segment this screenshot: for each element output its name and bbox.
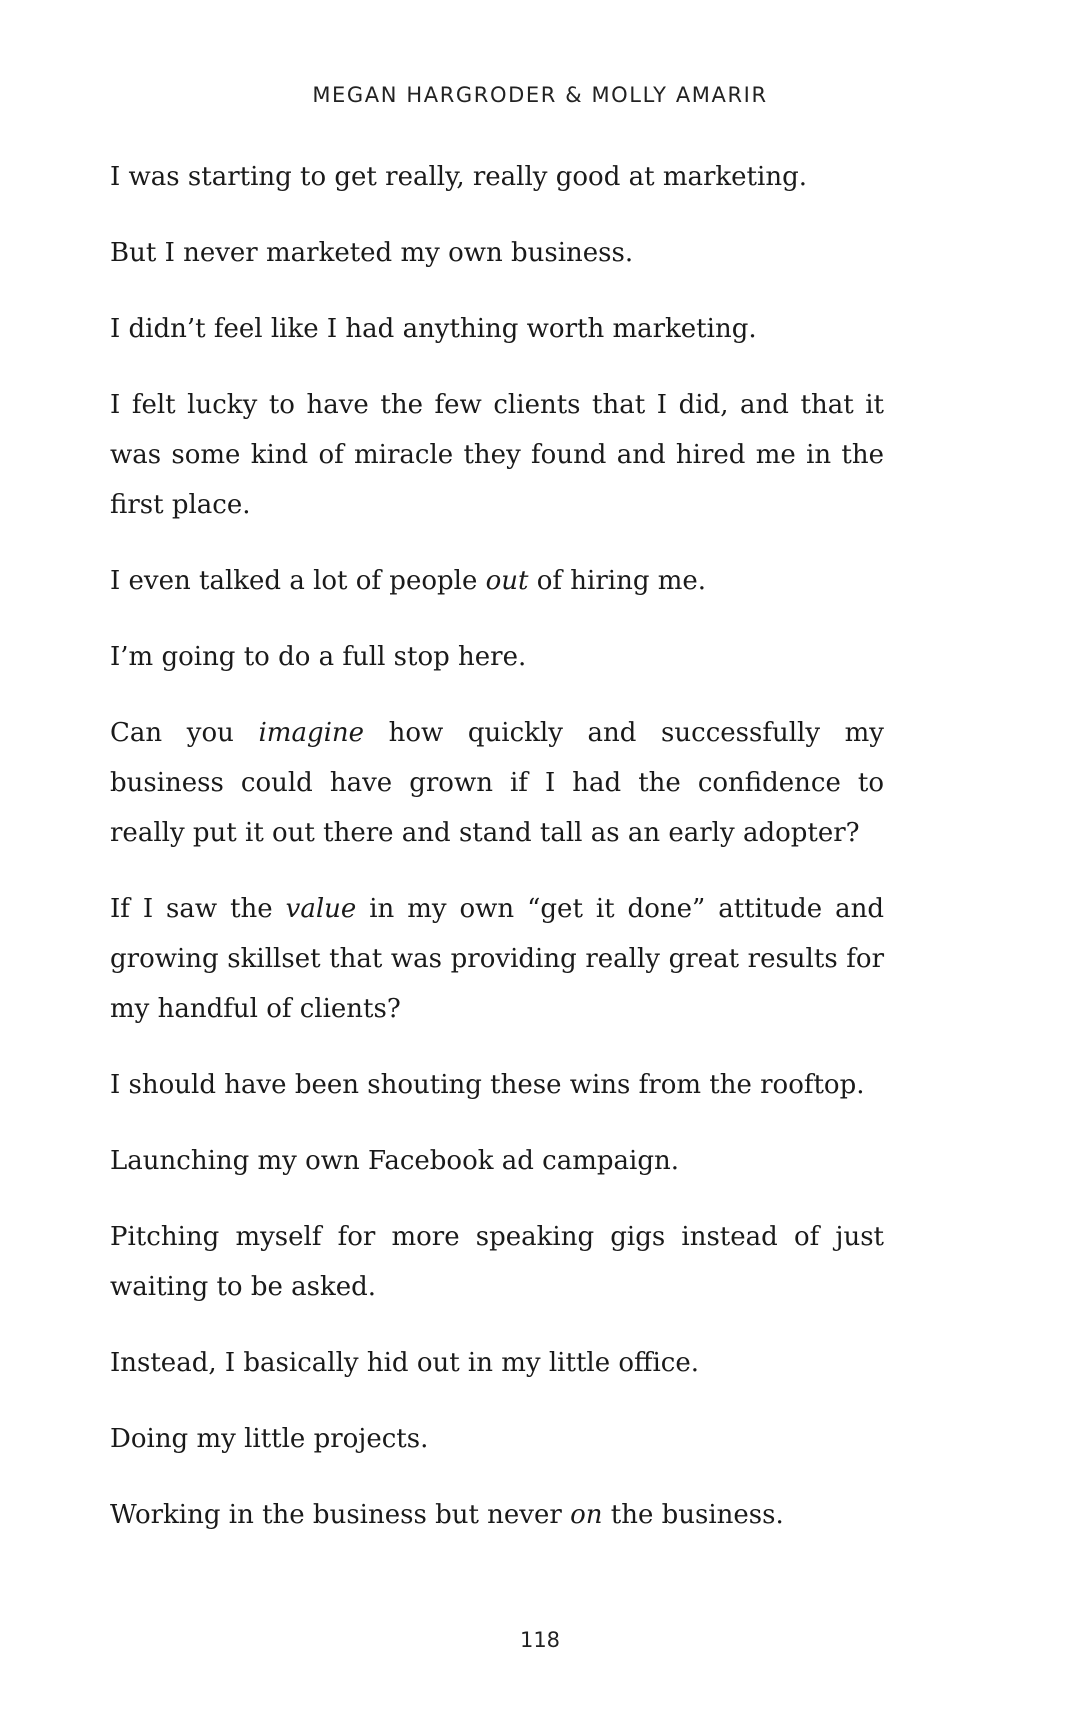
paragraph-text: Can you [110,718,259,748]
paragraph-13 [110,1414,884,1464]
paragraph-8 [110,884,884,1034]
paragraph-text: If I saw the [110,894,286,924]
running-head: MEGAN HARGRODER & MOLLY AMARIR [312,83,768,107]
paragraph-1 [110,152,884,202]
paragraph-text: in my own “get it done” attitude and growing skillset that was providing really great results for my handful of clients? [110,894,884,1024]
paragraph-text: I even talked a lot of people [110,566,486,596]
paragraph-14 [110,1490,884,1540]
paragraph-text: how quickly and successfully my business could have grown if I had the confidence to really put it out there and stand tall as an early adopter? [110,718,884,848]
emphasis-text: on [570,1500,603,1530]
paragraph-2 [110,228,884,278]
paragraph-text: Launching my own Facebook ad campaign. [110,1146,679,1176]
paragraph-text: But I never marketed my own business. [110,238,634,268]
paragraph-text: I didn’t feel like I had anything worth marketing. [110,314,757,344]
paragraph-text: Instead, I basically hid out in my little office. [110,1348,700,1378]
paragraph-7 [110,708,884,858]
paragraph-4 [110,380,884,530]
emphasis-text: out [485,566,529,596]
paragraph-text: I felt lucky to have the few clients that I did, and that it was some kind of miracle they found and hired me in the first place. [110,390,884,520]
paragraph-text: Doing my little projects. [110,1424,429,1454]
paragraph-text: Pitching myself for more speaking gigs instead of just waiting to be asked. [110,1222,884,1302]
page-number: 118 [519,1628,561,1652]
paragraph-11 [110,1212,884,1312]
paragraph-text: I should have been shouting these wins from the rooftop. [110,1070,865,1100]
paragraph-text: the business. [602,1500,784,1530]
paragraph-text: I was starting to get really, really good at marketing. [110,162,807,192]
emphasis-text: imagine [258,718,365,748]
paragraph-6 [110,632,884,682]
paragraph-12 [110,1338,884,1388]
paragraph-text: Working in the business but never [110,1500,571,1530]
body-text [110,152,884,1566]
paragraph-9 [110,1060,884,1110]
paragraph-3 [110,304,884,354]
paragraph-5 [110,556,884,606]
emphasis-text: value [285,894,357,924]
paragraph-text: of hiring me. [528,566,707,596]
paragraph-10 [110,1136,884,1186]
paragraph-text: I’m going to do a full stop here. [110,642,527,672]
